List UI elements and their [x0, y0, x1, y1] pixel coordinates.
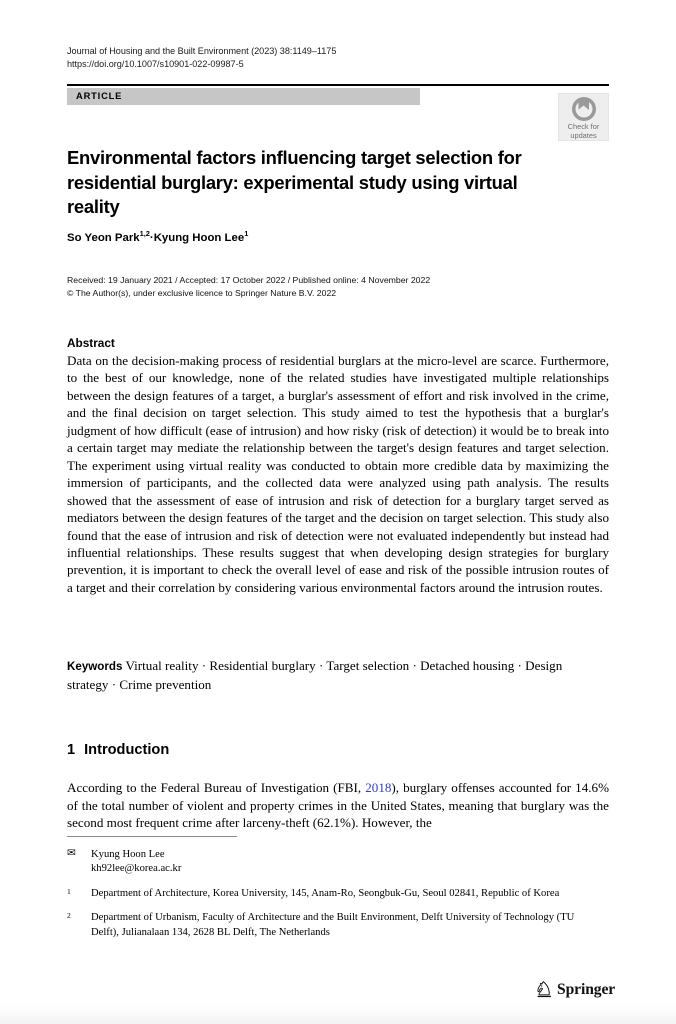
author-separator: · [149, 232, 154, 244]
journal-doi-line[interactable]: https://doi.org/10.1007/s10901-022-09987-5 [67, 59, 244, 70]
copyright-line: © The Author(s), under exclusive licence to Springer Nature B.V. 2022 [67, 288, 337, 299]
abstract-heading: Abstract [67, 336, 115, 350]
journal-citation-line: Journal of Housing and the Built Environment (2023) 38:1149–1175 [67, 46, 337, 56]
keywords-label: Keywords [67, 660, 123, 673]
corresponding-author-email[interactable]: kh92lee@korea.ac.kr [91, 863, 182, 875]
abstract-body: Data on the decision-making process of residential burglars at the micro-level are scarce. Furthermore, to the best of our knowledge, none of the related studies have investigated multiple relationships between the design features of a target, a burglar's assessment of effort and risk involved in the crime, and the final decision on target selection. This study aimed to test the hypothesis that a burglar's judgment of how difficult (ease of intrusion) and how risky (risk of detection) it would be to break into a certain target may mediate the relationship between the target's design features and target selection. The experiment using virtual reality was conducted to obtain more credible data by maximizing the immersion of participants, and the collected data were analyzed using path analysis. The results showed that the assessment of ease of intrusion and risk of detection for a burglary target served as mediators between the design features of the target and the decision on target selection. This study also found that the ease of intrusion and risk of detection were not evaluated independently but instead had influential relationships. These results suggest that when developing design strategies for burglary prevention, it is important to check the overall level of ease and risk of the possible intrusion routes of a target and their correlation by considering various environmental factors around the intrusion routes. [67, 353, 609, 595]
springer-knight-icon [536, 980, 553, 999]
affiliation-text-1: Department of Architecture, Korea University, 145, Anam-Ro, Seongbuk-Gu, Seoul 02841, Republic of Korea [91, 887, 560, 899]
history-dates: Received: 19 January 2021 / Accepted: 17 October 2022 / Published online: 4 November 2022 [67, 275, 431, 285]
section-heading-introduction [67, 741, 169, 760]
springer-logo [536, 980, 615, 999]
affiliation-text-2: Department of Urbanism, Faculty of Architecture and the Built Environment, Delft University of Technology (TU Delft), Julianalaan 134, 2628 BL Delft, The Netherlands [91, 912, 575, 938]
article-type-label: ARTICLE [76, 91, 123, 101]
section-number: 1 [67, 742, 76, 759]
article-type-band [67, 88, 420, 105]
author-name-1[interactable]: So Yeon Park [67, 232, 140, 244]
corresponding-author-footnote [67, 848, 597, 877]
paper-title: Environmental factors influencing target selection for residential burglary: experimental study using virtual reality [67, 147, 522, 218]
abstract-section [67, 336, 609, 596]
author-affiliation-marks-2: 1 [244, 229, 249, 239]
author-name-2[interactable]: Kyung Hoon Lee [153, 232, 245, 244]
journal-running-head [67, 45, 527, 71]
envelope-icon: ✉ [67, 848, 76, 859]
author-affiliation-marks-1: 1,2 [139, 229, 150, 239]
affiliation-footnote-2 [67, 911, 597, 940]
affiliation-footnote-1 [67, 887, 597, 901]
corresponding-author-name: Kyung Hoon Lee [91, 849, 165, 860]
keywords-section [67, 657, 595, 694]
affiliation-marker-1: 1 [67, 886, 71, 896]
paragraph-text-before-citation: According to the Federal Bureau of Investigation (FBI, [67, 780, 366, 796]
keywords-list: Virtual reality · Residential burglary · Target selection · Detached housing · Design strategy · Crime prevention [67, 658, 563, 692]
crossmark-bookmark-icon [572, 97, 596, 121]
paragraph-text-after-citation: ), burglary offenses accounted for 14.6% of the total number of violent and property crimes in the United States, meaning that burglary was the second most frequent crime after larceny-theft (62.1%). However, the [67, 780, 609, 830]
header-rule [67, 84, 609, 86]
footnotes-block [67, 848, 597, 950]
crossmark-line1: Check for [567, 122, 600, 131]
introduction-paragraph [67, 779, 609, 831]
citation-link-fbi-2018[interactable]: 2018 [365, 780, 392, 796]
affiliation-marker-2: 2 [67, 911, 71, 921]
section-title: Introduction [84, 742, 170, 759]
crossmark-badge[interactable] [558, 93, 609, 141]
publication-history [67, 274, 587, 300]
crossmark-line2: updates [570, 131, 597, 140]
springer-wordmark: Springer [557, 980, 616, 998]
footnote-separator-rule [67, 836, 237, 837]
page-bottom-edge [0, 1002, 676, 1024]
author-list [67, 231, 567, 246]
